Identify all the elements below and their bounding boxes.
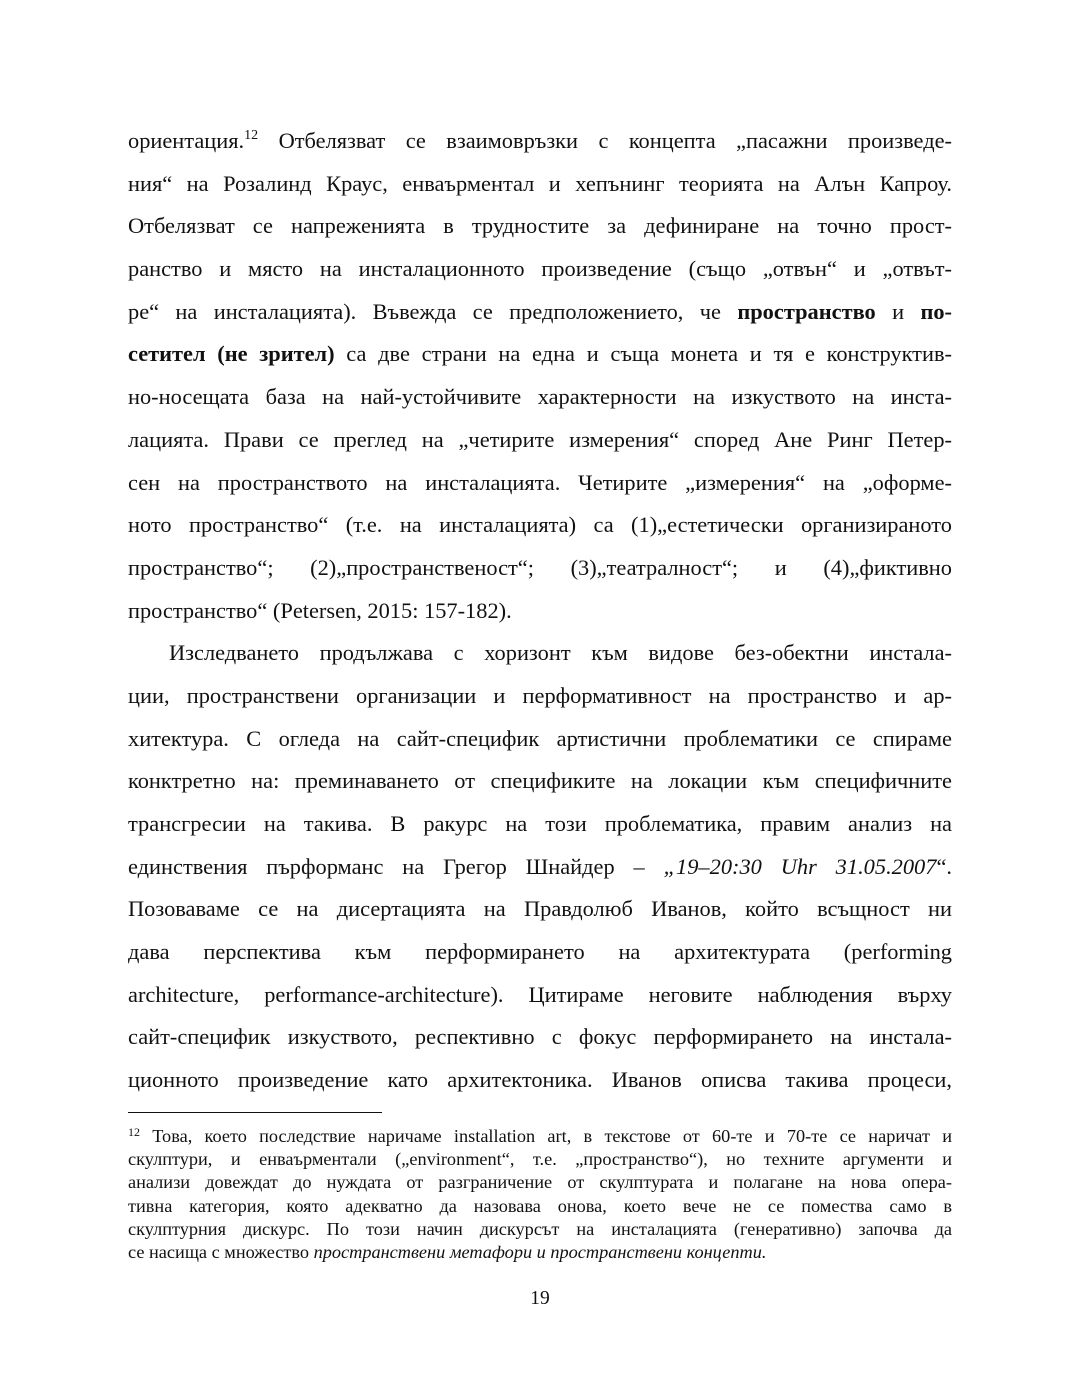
text-line: ното пространство“ (т.е. на инсталацията) са (1)„естетически организираното [128,512,952,538]
text-line [128,291,952,334]
text-line: Позоваваме се на дисертацията на Правдолюб Иванов, който всъщност ни [128,896,952,922]
footnote-line: скулптурния дискурс. По този начин дискурсът на инсталацията (генеративно) започва да [128,1218,952,1239]
text-run: Отбелязват се взаимовръзки с концепта „пасажни произведе- [258,128,952,153]
text-line: Изследването продължава с хоризонт към видове без-обектни инстала- [169,640,952,666]
bold-term: по- [920,298,952,324]
text-run: са две страни на една и съща монета и тя е конструктив- [334,341,952,367]
footnote-line: скулптури, и енваърментали („environment“, т.е. „пространство“), но техните аргументи и [128,1149,952,1170]
text-run: “. [936,853,952,879]
text-line: конктретно на: преминаването от спецификите на локации към специфичните [128,768,952,794]
text-run: Това, което последствие наричаме installation art, в текстове от 60-те и 70-те се наричат и [140,1126,952,1146]
bold-term: сетител (не зрител) [128,341,335,367]
footnote-line: анализи довеждат до нуждата от разграничение от скулптурата и полагане на нова опера- [128,1172,952,1193]
footnote-reference[interactable]: 12 [244,128,259,143]
footnote-line: тивна категория, която адекватно да назовава онова, което вече не се помества само в [128,1195,952,1216]
text-line: ционното произведение като архитектоника. Иванов описва такива процеси, [128,1067,952,1093]
text-run: единствения пърформанс на Грегор Шнайдер – [128,853,664,879]
text-run: ре“ на инсталацията). Въвежда се предположението, че [128,298,738,324]
footnote-separator [128,1112,382,1113]
paragraph-2 [128,632,952,1102]
text-line: но-носещата база на най-устойчивите характерности на изкуството на инста- [128,384,952,410]
text-line: ранство и място на инсталационното произведение (също „отвън“ и „отвът- [128,256,952,282]
text-run: ориентация. [128,128,245,153]
text-line: architecture, performance-architecture). Цитираме неговите наблюдения върху [128,981,952,1007]
text-line: ции, пространствени организации и перформативност на пространство и ар- [128,682,952,708]
text-line: дава перспектива към перформирането на архитектурата (performing [128,939,952,965]
text-line: Отбелязват се напреженията в трудностите за дефиниране на точно прост- [128,213,952,239]
text-line [128,846,952,889]
bold-term: пространство [737,298,876,324]
text-line: хитектура. С огледа на сайт-специфик артистични проблематики се спираме [128,725,952,751]
footnote-line [128,1125,952,1148]
text-line: пространство“ (Petersen, 2015: 157-182). [128,597,512,623]
text-run: и [875,298,921,324]
text-line: лацията. Прави се преглед на „четирите измерения“ според Ане Ринг Петер- [128,426,952,452]
footnote-number: 12 [128,1125,140,1139]
text-run: се насища с множество [128,1241,314,1262]
text-line [128,333,952,376]
text-line: трансгресии на такива. В ракурс на този проблематика, правим анализ на [128,811,952,836]
footnote-line [128,1241,952,1264]
text-line: сен на пространството на инсталацията. Четирите „измерения“ на „оформе- [128,469,952,495]
text-line [128,120,952,163]
page-number: 19 [530,1288,550,1309]
footnote-12 [128,1125,952,1264]
paragraph-1 [128,120,952,632]
text-line: пространство“; (2)„пространственост“; (3)„театралност“; и (4)„фиктивно [128,554,952,580]
text-line: сайт-специфик изкуството, респективно с фокус перформирането на инстала- [128,1024,952,1050]
text-line: ния“ на Розалинд Краус, енваърментал и хепънинг теорията на Алън Капроу. [128,170,952,196]
main-text [128,120,952,1102]
italic-phrase: пространствени метафори и пространствени концепти. [313,1241,767,1262]
italic-title: „19–20:30 Uhr 31.05.2007 [663,853,937,879]
